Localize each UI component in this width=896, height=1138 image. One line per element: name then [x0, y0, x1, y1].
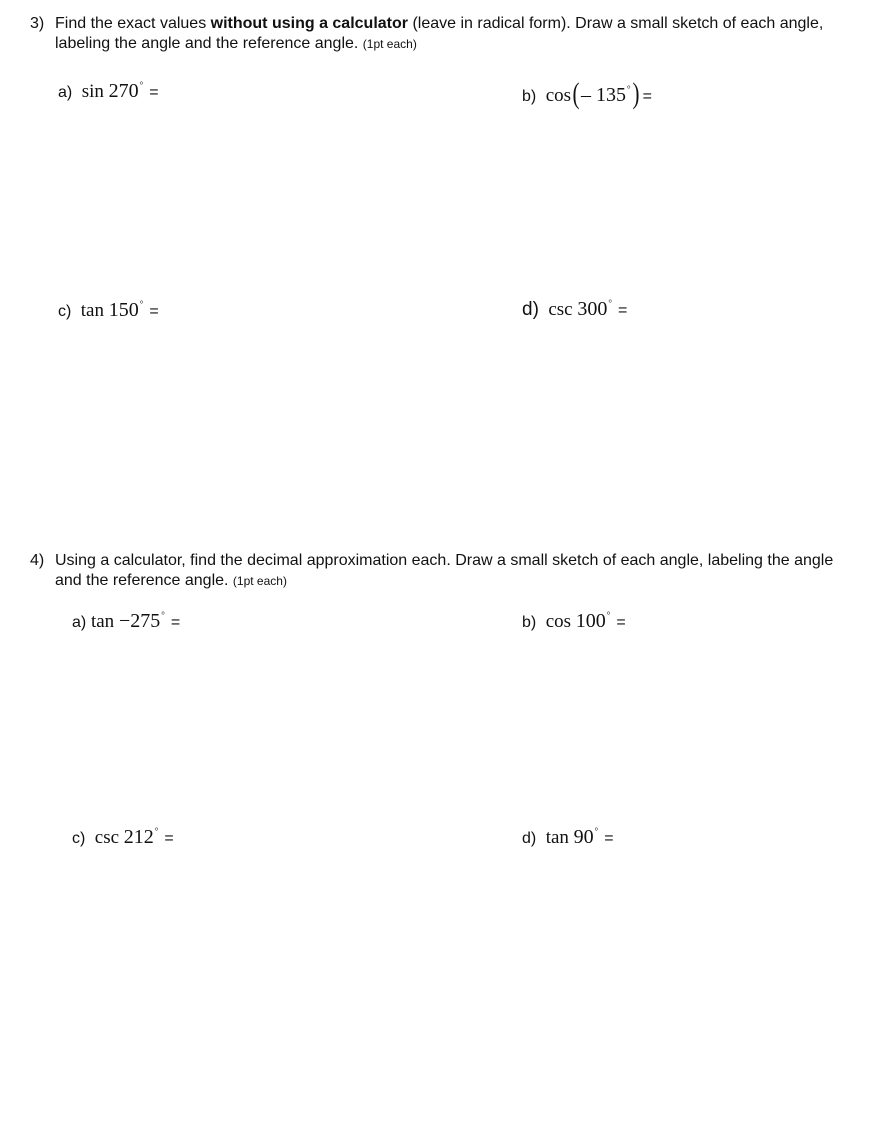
degree-symbol: ° [161, 610, 165, 620]
equals-sign: = [604, 830, 614, 847]
function-name: tan [80, 300, 104, 321]
question-4 [30, 551, 850, 591]
equals-sign: = [170, 614, 181, 631]
angle-value: 270 [108, 80, 139, 102]
question-4-number: 4) [30, 552, 45, 569]
question-3 [30, 14, 850, 54]
degree-symbol: ° [608, 298, 612, 308]
q4-problem-a [72, 610, 180, 633]
function-name: cos [545, 611, 572, 632]
q4-problem-c-expression [95, 827, 159, 848]
equals-sign: = [149, 84, 159, 101]
open-paren: ( [572, 77, 580, 110]
question-3-text-bold: without using a calculator [210, 15, 408, 32]
degree-symbol: ° [627, 84, 631, 94]
function-name: tan [90, 611, 115, 632]
q3-problem-a-label: a) [58, 84, 73, 101]
close-paren: ) [632, 77, 640, 110]
function-name: tan [545, 827, 569, 848]
angle-value: – 135 [581, 84, 627, 106]
equals-sign: = [164, 830, 174, 847]
degree-symbol: ° [154, 826, 159, 836]
q3-problem-c-label: c) [58, 303, 72, 320]
q4-problem-c [72, 826, 174, 849]
q3-problem-d-label: d) [522, 299, 539, 320]
q3-problem-b-expression [545, 77, 641, 110]
angle-value: 300 [577, 298, 608, 320]
question-3-points: (1pt each) [362, 37, 417, 51]
degree-symbol: ° [139, 299, 144, 309]
function-name: csc [548, 299, 573, 320]
q3-problem-b [522, 75, 652, 109]
function-name: sin [81, 81, 104, 102]
q4-problem-b [522, 610, 626, 633]
angle-value: 150 [108, 299, 139, 321]
question-3-text-post: (leave in radical form). Draw a small sketch of each angle, labeling the angle and the reference angle. [55, 15, 824, 52]
angle-value: 100 [575, 610, 606, 632]
angle-value: −275 [118, 610, 161, 632]
equals-sign: = [616, 614, 626, 631]
q4-problem-c-label: c) [72, 830, 86, 847]
question-4-points: (1pt each) [232, 574, 287, 588]
function-name: cos [545, 85, 572, 106]
q4-problem-a-label: a) [72, 614, 87, 631]
question-3-text-pre: Find the exact values [55, 15, 211, 32]
degree-symbol: ° [139, 80, 144, 90]
question-4-text [55, 551, 850, 591]
question-3-text [55, 14, 850, 54]
equals-sign: = [149, 303, 159, 320]
q3-problem-d-expression [548, 299, 612, 320]
q4-problem-d-expression [546, 827, 599, 848]
equals-sign: = [617, 302, 628, 319]
degree-symbol: ° [594, 826, 599, 836]
degree-symbol: ° [606, 610, 611, 620]
question-4-text-body: Using a calculator, find the decimal approximation each. Draw a small sketch of each angle, labeling the angle and the reference angle. [55, 552, 834, 589]
q3-problem-a-expression [82, 81, 144, 102]
q3-problem-a [58, 80, 159, 103]
function-name: csc [94, 827, 120, 848]
q4-problem-d [522, 826, 614, 849]
equals-sign: = [642, 88, 652, 105]
angle-value: 212 [123, 826, 154, 848]
question-3-number: 3) [30, 15, 45, 32]
q4-problem-a-expression [91, 611, 165, 632]
q3-problem-c-expression [81, 300, 144, 321]
q3-problem-c [58, 299, 159, 322]
q4-problem-b-expression [546, 611, 611, 632]
angle-value: 90 [573, 826, 594, 848]
q3-problem-d [522, 298, 627, 321]
q4-problem-d-label: d) [522, 830, 537, 847]
q3-problem-b-label: b) [522, 88, 537, 105]
q4-problem-b-label: b) [522, 614, 537, 631]
